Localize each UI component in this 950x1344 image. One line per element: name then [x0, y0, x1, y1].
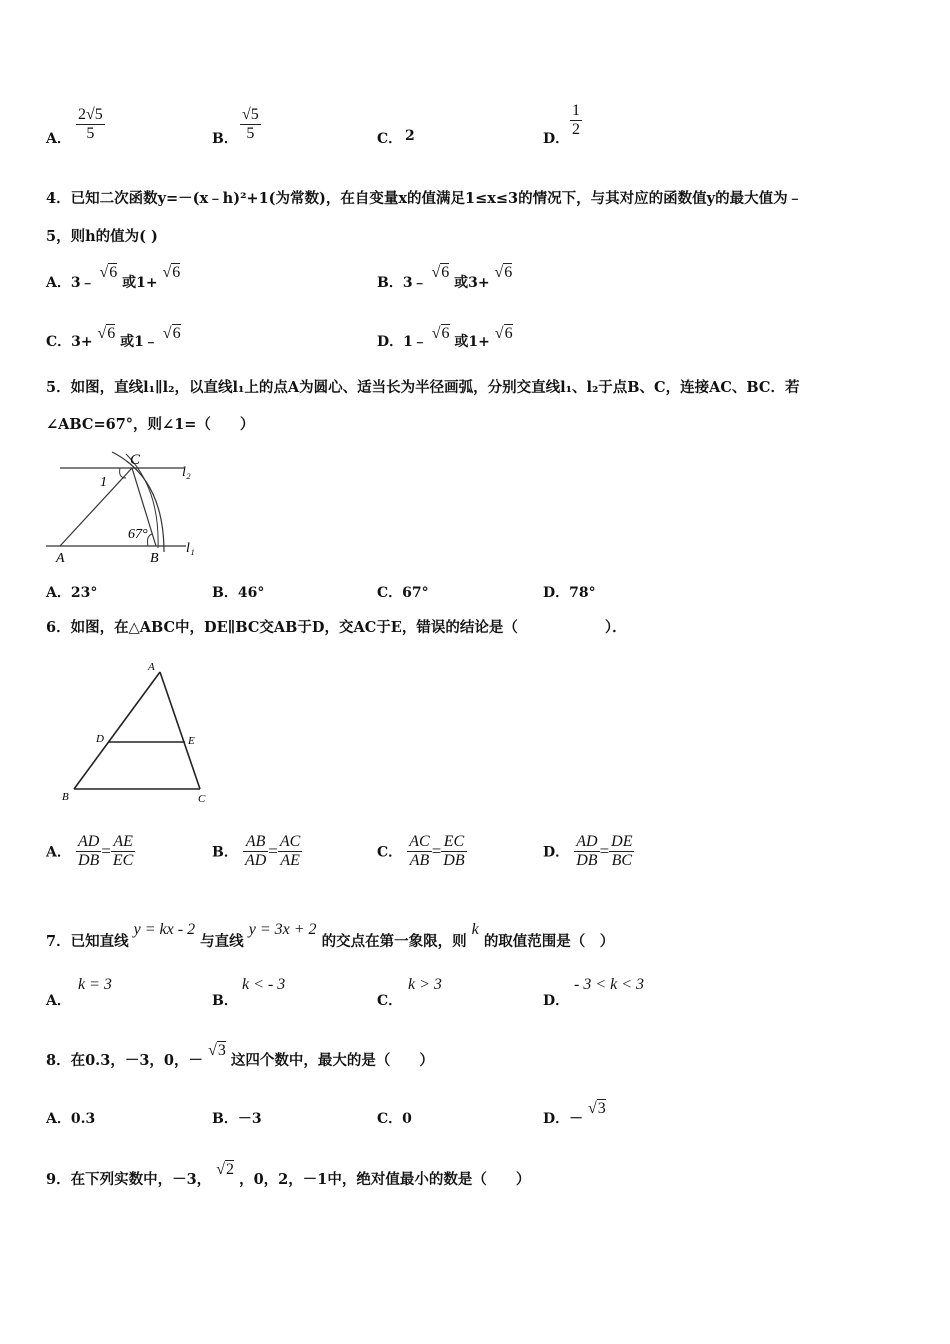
label-e: E [188, 735, 195, 747]
numerator: 2√5 [78, 106, 103, 123]
q5-option-c: C．67° [377, 585, 429, 601]
q4-stem-line2: 5，则h的值为( ) [46, 228, 158, 245]
option-mid: 或1﹣ [120, 334, 158, 350]
option-prefix: 1﹣ [403, 334, 427, 350]
q7-option-b-label: B． [212, 993, 238, 1009]
option-label: D． [377, 334, 404, 350]
fraction: $\frac{AC}{AE}$ [279, 833, 301, 869]
q3-option-d-fraction [570, 102, 582, 139]
denominator: 2 [572, 121, 580, 138]
fraction: $\frac{AC}{AB}$ [409, 833, 430, 869]
q8-option-a: A．0.3 [46, 1111, 96, 1127]
angle67-arc [148, 534, 153, 546]
q3-option-c-label: C． [377, 131, 403, 147]
q8-stem-pre: 8．在0.3，－3，0，－ [46, 1052, 203, 1069]
fraction: $\frac{AE}{EC}$ [112, 833, 134, 869]
q8-option-b: B．－3 [212, 1111, 262, 1127]
q7-option-d-label: D． [543, 993, 570, 1009]
q6-option-c [377, 833, 467, 870]
q6-option-d [543, 833, 634, 870]
q3-option-a-label: A． [46, 131, 71, 147]
q5-stem-line2: ∠ABC=67°，则∠1=（ ） [46, 416, 255, 433]
label-a: A [148, 661, 155, 673]
denominator: 5 [246, 125, 255, 142]
option-prefix: 3+ [71, 334, 93, 350]
q6-option-a [46, 833, 135, 870]
q7-option-c-label: C． [377, 993, 403, 1009]
q4-stem-line1: 4．已知二次函数y=－(x﹣h)²+1(为常数)，在自变量x的值满足1≤x≤3的情况下，与其对应的函数值y的最大值为﹣ [46, 190, 803, 207]
q7-stem-pre: 7．已知直线 [46, 933, 129, 950]
q7-stem [46, 921, 615, 951]
segment-ac [60, 468, 132, 546]
q3-option-d-label: D． [543, 131, 570, 147]
equals: = [268, 841, 278, 861]
q6-option-b [212, 833, 302, 870]
fraction: $\frac{AB}{AD}$ [244, 833, 267, 869]
label-b: B [62, 791, 69, 803]
q5-option-d: D．78° [543, 585, 596, 601]
q3-option-b-fraction [240, 106, 261, 143]
q9-stem-pre: 9．在下列实数中，－3， [46, 1171, 212, 1188]
q7-option-a-label: A． [46, 993, 71, 1009]
q7-option-d-value: - 3 < k < 3 [574, 976, 645, 993]
q7-stem-post: 的交点在第一象限，则 [321, 933, 467, 950]
q7-option-c-value: k > 3 [408, 976, 442, 993]
fraction: $\frac{AD}{DB}$ [576, 833, 598, 869]
sqrt: √6 [99, 264, 118, 281]
q7-option-a-value: k = 3 [78, 976, 112, 993]
q7-stem-mid: 与直线 [200, 933, 244, 950]
side-ab [74, 672, 160, 789]
q6-stem: 6．如图，在△ABC中，DE∥BC交AB于D，交AC于E，错误的结论是（ ）． [46, 619, 627, 636]
sqrt: √2 [216, 1161, 235, 1178]
label-l1: l₁ [186, 541, 195, 556]
option-mid: 或1+ [122, 275, 158, 291]
fraction: $\frac{AD}{DB}$ [77, 833, 100, 869]
q5-stem-line1: 5．如图，直线l₁∥l₂，以直线l₁上的点A为圆心、适当长为半径画弧，分别交直线l₁、l₂于点B、C，连接AC、BC．若 [46, 379, 800, 396]
option-label: A． [46, 844, 71, 861]
q9-stem [46, 1161, 531, 1189]
sqrt: √6 [431, 264, 450, 281]
q7-k: k [471, 921, 479, 938]
q3-option-b-label: B． [212, 131, 238, 147]
option-label: C． [377, 844, 403, 861]
q7-stem-tail: 的取值范围是（ ） [483, 933, 615, 950]
sqrt: √3 [588, 1100, 606, 1117]
label-b: B [150, 551, 159, 566]
q5-option-a: A．23° [46, 585, 98, 601]
q4-option-b [377, 264, 513, 292]
equals: = [599, 841, 610, 861]
option-label: D．－ [543, 1111, 584, 1127]
q7-equation-2: y = 3x + 2 [248, 921, 317, 938]
numerator: √5 [242, 106, 259, 123]
option-label: B． [377, 275, 403, 291]
equals: = [101, 841, 111, 861]
sqrt: √6 [162, 264, 181, 281]
option-label: B． [212, 844, 238, 861]
q5-figure [46, 448, 206, 568]
sqrt: √6 [494, 264, 513, 281]
label-c: C [198, 793, 206, 805]
q4-option-a [46, 264, 181, 292]
label-angle67: 67° [128, 527, 148, 542]
label-l2: l₂ [182, 465, 191, 480]
option-label: A． [46, 275, 71, 291]
fraction: $\frac{DE}{BC}$ [611, 833, 633, 869]
side-ac [160, 672, 200, 789]
q8-stem-post: 这四个数中，最大的是（ ） [230, 1052, 434, 1069]
sqrt: √6 [494, 325, 513, 342]
equals: = [431, 841, 442, 861]
q5-option-b: B．46° [212, 585, 265, 601]
sqrt: √6 [97, 325, 116, 342]
option-mid: 或1+ [454, 334, 490, 350]
option-label: D． [543, 844, 570, 861]
label-a: A [56, 551, 65, 566]
sqrt: √3 [208, 1042, 226, 1059]
q6-figure [58, 656, 218, 808]
q4-option-d [377, 325, 513, 351]
label-c: C [130, 452, 141, 468]
label-angle1: 1 [100, 475, 107, 490]
numerator: 1 [572, 102, 580, 119]
q3-option-c-value: 2 [405, 128, 415, 144]
angle1-arc [120, 468, 126, 478]
option-prefix: 3﹣ [402, 275, 427, 291]
option-mid: 或3+ [454, 275, 490, 291]
q8-stem [46, 1042, 434, 1070]
q9-stem-post: ，0，2，－1中，绝对值最小的数是（ ） [239, 1171, 531, 1188]
q4-option-c [46, 325, 181, 351]
q7-option-b-value: k < - 3 [242, 976, 286, 993]
sqrt: √6 [431, 325, 450, 342]
q8-option-d [543, 1100, 606, 1128]
q3-option-a-fraction [76, 106, 105, 143]
denominator: 5 [86, 125, 95, 142]
q8-option-c: C．0 [377, 1111, 412, 1127]
fraction: $\frac{EC}{DB}$ [443, 833, 465, 869]
option-label: C． [46, 334, 72, 350]
sqrt: √6 [162, 325, 181, 342]
q7-equation-1: y = kx - 2 [133, 921, 196, 938]
label-d: D [96, 733, 104, 745]
option-prefix: 3﹣ [70, 275, 95, 291]
